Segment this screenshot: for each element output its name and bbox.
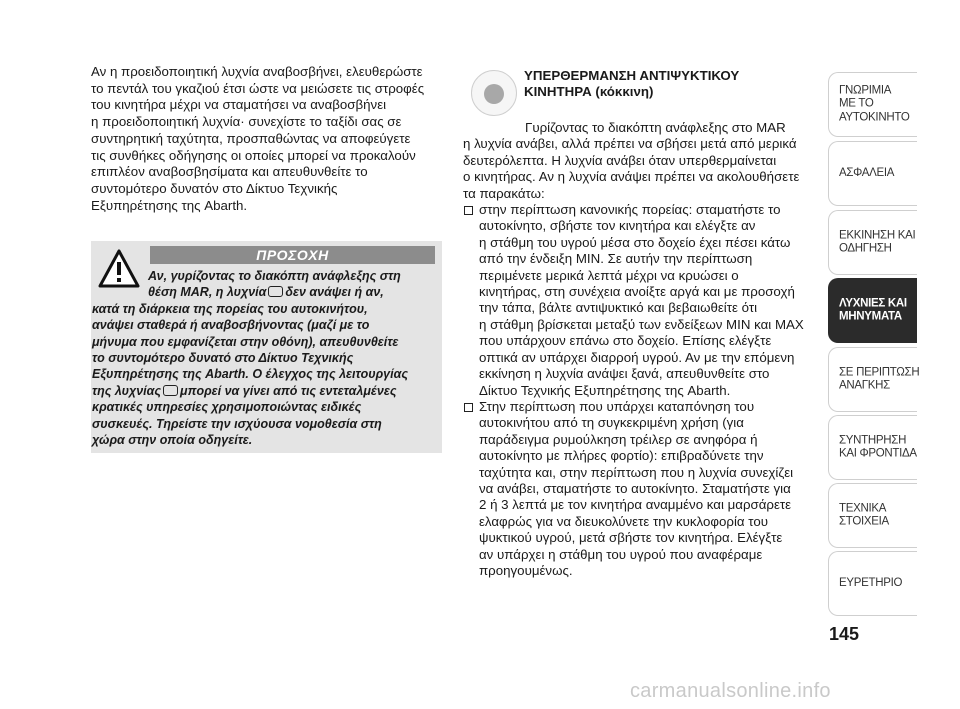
section-body (463, 120, 808, 579)
warning-line-part: μπορεί να γίνει από τις εντεταλμένες (180, 383, 397, 398)
text-line: την τάπα, βάλτε αντιψυκτικό και βεβαιωθείτε ότι (479, 300, 758, 316)
text-line: συντηρητική ταχύτητα, προσπαθώντας να αποφεύγετε (91, 130, 411, 146)
tab-label: ΓΝΩΡΙΜΙΑ (839, 84, 892, 97)
tab-warning-lights-messages[interactable] (828, 278, 917, 343)
page-number: 145 (829, 624, 860, 644)
text-line: τα παρακάτω: (463, 185, 545, 201)
tab-label: ΜΕ ΤΟ (839, 97, 874, 110)
tab-label: ΣΕ ΠΕΡΙΠΤΩΣΗ (839, 365, 920, 378)
warning-line: το συντομότερο δυνατό στο Δίκτυο Τεχνικής (92, 351, 354, 366)
warning-line: Αν, γυρίζοντας το διακόπτη ανάφλεξης στη (148, 269, 401, 283)
text-line: που υπάρχουν επάνω στο δοχείο. Επίσης ελέγξτε (479, 333, 772, 349)
text-line: εκκίνηση η λυχνία ανάψει ξανά, απευθυνθείτε στο (479, 366, 770, 382)
section-title-line: ΥΠΕΡΘΕΡΜΑΝΣΗ ΑΝΤΙΨΥΚΤΙΚΟΥ (524, 68, 740, 83)
tab-label: ΜΗΝΥΜΑΤΑ (839, 310, 902, 323)
text-line: του κινητήρα μέχρι να σταματήσει να αναβοσβήνει (91, 97, 387, 113)
engine-check-icon (268, 286, 283, 297)
warning-line: χώρα στην οποία οδηγείτε. (92, 433, 253, 448)
text-line: Εξυπηρέτησης της Abarth. (91, 197, 248, 213)
text-line: Δίκτυο Τεχνικής Εξυπηρέτησης της Abarth. (479, 382, 731, 398)
warning-text (92, 268, 440, 448)
intro-paragraph (91, 64, 451, 214)
watermark: carmanualsonline.info (630, 680, 831, 702)
text-line: δευτερόλεπτα. Η λυχνία ανάβει όταν υπερθερμαίνεται (463, 152, 777, 168)
text-line: τις συνθήκες οδήγησης οι οποίες μπορεί να προκαλούν (91, 147, 416, 163)
tab-label: ΕΥΡΕΤΗΡΙΟ (839, 576, 903, 589)
warning-line (92, 284, 440, 300)
section-title-line: ΚΙΝΗΤΗΡΑ (κόκκινη) (524, 83, 654, 99)
tab-label: ΚΑΙ ΦΡΟΝΤΙΔΑ (839, 447, 917, 460)
text-line: να ανάβει, σταματήστε το αυτοκίνητο. Σταματήστε για (479, 480, 791, 496)
warning-line-part: της λυχνίας (92, 383, 162, 398)
text-line: παράδειγμα ρυμούλκηση τρέιλερ σε ανηφόρα ή (479, 431, 758, 447)
warning-line: κρατικές υπηρεσίες χρησιμοποιώντας ειδικές (92, 400, 362, 415)
tab-getting-to-know[interactable] (828, 72, 917, 137)
tab-starting-driving[interactable] (828, 210, 917, 275)
text-line: το πεντάλ του γκαζιού έτσι ώστε να μειώσετε τις στροφές (91, 80, 425, 96)
tab-label: ΣΥΝΤΗΡΗΣΗ (839, 433, 907, 446)
tab-label: ΣΤΟΙΧΕΙΑ (839, 515, 889, 528)
warning-line-part: θέση MAR, η λυχνία (148, 285, 267, 300)
tab-label: ΟΔΗΓΗΣΗ (839, 242, 892, 255)
tab-label: ΛΥΧΝΙΕΣ ΚΑΙ (839, 296, 907, 309)
text-line: ελαφρώς για να διευκολύνετε την κυκλοφορία του (479, 513, 769, 529)
text-line: η προειδοποιητική λυχνία· συνεχίστε το ταξίδι σας σε (91, 114, 402, 130)
warning-line (92, 383, 440, 399)
warning-line: μήνυμα που εμφανίζεται στην οθόνη), απευθυνθείτε (92, 334, 399, 349)
text-line: περιμένετε μερικά λεπτά μέχρι να κρυώσει ο (479, 267, 739, 283)
text-line: επιπλέον αναβοσβησίματα και απευθυνθείτε το (91, 164, 368, 180)
text-line: αυτοκίνητο, σβήστε τον κινητήρα και ελέγξτε αν (479, 218, 756, 234)
tab-technical-data[interactable] (828, 483, 917, 548)
warning-line: ανάψει σταθερά ή αναβοσβήνοντας (μαζί με το (92, 318, 370, 333)
section-title (524, 68, 784, 99)
text-line: η στάθμη του υγρού μέσα στο δοχείο έχει πέσει κάτω (479, 234, 791, 250)
text-line: η στάθμη βρίσκεται μεταξύ των ενδείξεων MIN και MAX (479, 316, 804, 332)
text-line: 2 ή 3 λεπτά με τον κινητήρα αναμμένο και μαρσάρετε (479, 497, 792, 513)
tab-maintenance-care[interactable] (828, 415, 917, 480)
tab-safety[interactable] (828, 141, 917, 206)
text-line: Αν η προειδοποιητική λυχνία αναβοσβήνει, ελευθερώστε (91, 64, 423, 79)
tab-label: ΑΥΤΟΚΙΝΗΤΟ (839, 111, 910, 124)
engine-check-icon (163, 385, 178, 396)
tab-label: ΑΝΑΓΚΗΣ (839, 379, 890, 392)
text-line: προηγουμένως. (479, 562, 573, 578)
text-line: αν υπάρχει η στάθμη του υγρού που αναφέραμε (479, 546, 763, 562)
text-line: η λυχνία ανάβει, αλλά πρέπει να σβήσει μετά από μερικά (463, 136, 797, 152)
warning-line-part: δεν ανάψει ή αν, (285, 285, 384, 300)
warning-line: συσκευές. Τηρείστε την ισχύουσα νομοθεσία στη (92, 416, 382, 431)
text-line: Γυρίζοντας το διακόπτη ανάφλεξης στο MAR (525, 120, 786, 135)
text-line: ο κινητήρας. Αν η λυχνία ανάψει πρέπει να ακολουθήσετε (463, 169, 800, 185)
bullet-item: στην περίπτωση κανονικής πορείας: σταματήστε το (463, 202, 808, 218)
warning-line: Εξυπηρέτησης της Abarth. Ο έλεγχος της λειτουργίας (92, 367, 409, 382)
text-line: κινητήρας, στη συνέχεια ανοίξτε αργά και με προσοχή (479, 284, 795, 300)
text-line: ταχύτητα και, στην περίπτωση που η λυχνία συνεχίζει (479, 464, 794, 480)
lamp-dot (484, 84, 504, 104)
tab-label: ΑΣΦΑΛΕΙΑ (839, 166, 895, 179)
text-line: ψυκτικού υγρού, μετά σβήστε τον κινητήρα. Ελέγξτε (479, 530, 783, 546)
text-line: αυτοκίνητο με πλήρες φορτίο): επιβραδύνετε την (479, 448, 764, 464)
tab-label: ΕΚΚΙΝΗΣΗ ΚΑΙ (839, 228, 916, 241)
warning-line: κατά τη διάρκεια της πορείας του αυτοκινήτου, (92, 301, 368, 316)
bullet-item: Στην περίπτωση που υπάρχει καταπόνηση του (463, 399, 808, 415)
text-line: συντομότερο δυνατόν στο Δίκτυο Τεχνικής (91, 180, 338, 196)
warning-title: ΠΡΟΣΟΧΗ (150, 246, 435, 264)
text-line: αυτοκινήτου από τη συγκεκριμένη χρήση (για (479, 415, 744, 431)
tab-index[interactable] (828, 551, 917, 616)
tab-label: ΤΕΧΝΙΚΑ (839, 501, 887, 514)
tab-emergency[interactable] (828, 347, 920, 412)
text-line: οπτικά αν υπάρχει διαρροή υγρού. Αν με την επόμενη (479, 349, 795, 365)
text-line: από την ένδειξη MIN. Σε αυτήν την περίπτωση (479, 251, 753, 267)
